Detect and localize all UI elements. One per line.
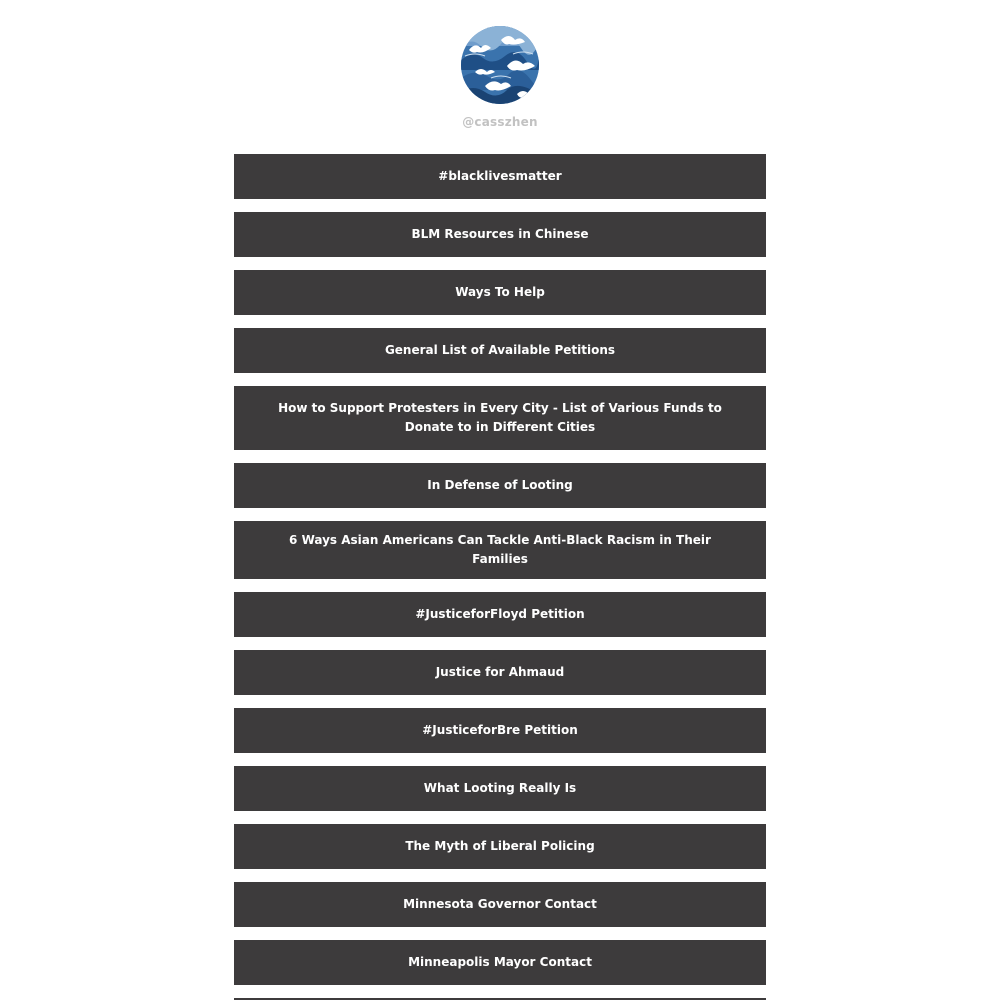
link-button-asian-americans-anti-black-racism[interactable]: 6 Ways Asian Americans Can Tackle Anti-Black Racism in Their Families — [234, 521, 766, 579]
link-button-minnesota-governor-contact[interactable]: Minnesota Governor Contact — [234, 882, 766, 927]
link-button-justice-for-floyd[interactable]: #JusticeforFloyd Petition — [234, 592, 766, 637]
link-button-blm-resources-chinese[interactable]: BLM Resources in Chinese — [234, 212, 766, 257]
link-button-justice-for-bre[interactable]: #JusticeforBre Petition — [234, 708, 766, 753]
link-button-petitions-list[interactable]: General List of Available Petitions — [234, 328, 766, 373]
link-button-support-protesters[interactable]: How to Support Protesters in Every City - List of Various Funds to Donate to in Different Cities — [234, 386, 766, 450]
link-button-blacklivesmatter[interactable]: #blacklivesmatter — [234, 154, 766, 199]
avatar — [461, 26, 539, 104]
link-button-ways-to-help[interactable]: Ways To Help — [234, 270, 766, 315]
link-button-myth-of-liberal-policing[interactable]: The Myth of Liberal Policing — [234, 824, 766, 869]
link-list — [234, 154, 766, 1000]
username: @casszhen — [462, 115, 538, 129]
link-button-what-looting-really-is[interactable]: What Looting Really Is — [234, 766, 766, 811]
link-button-defense-of-looting[interactable]: In Defense of Looting — [234, 463, 766, 508]
wave-pattern-avatar-icon — [461, 26, 539, 104]
link-button-justice-for-ahmaud[interactable]: Justice for Ahmaud — [234, 650, 766, 695]
link-button-minneapolis-mayor-contact[interactable]: Minneapolis Mayor Contact — [234, 940, 766, 985]
